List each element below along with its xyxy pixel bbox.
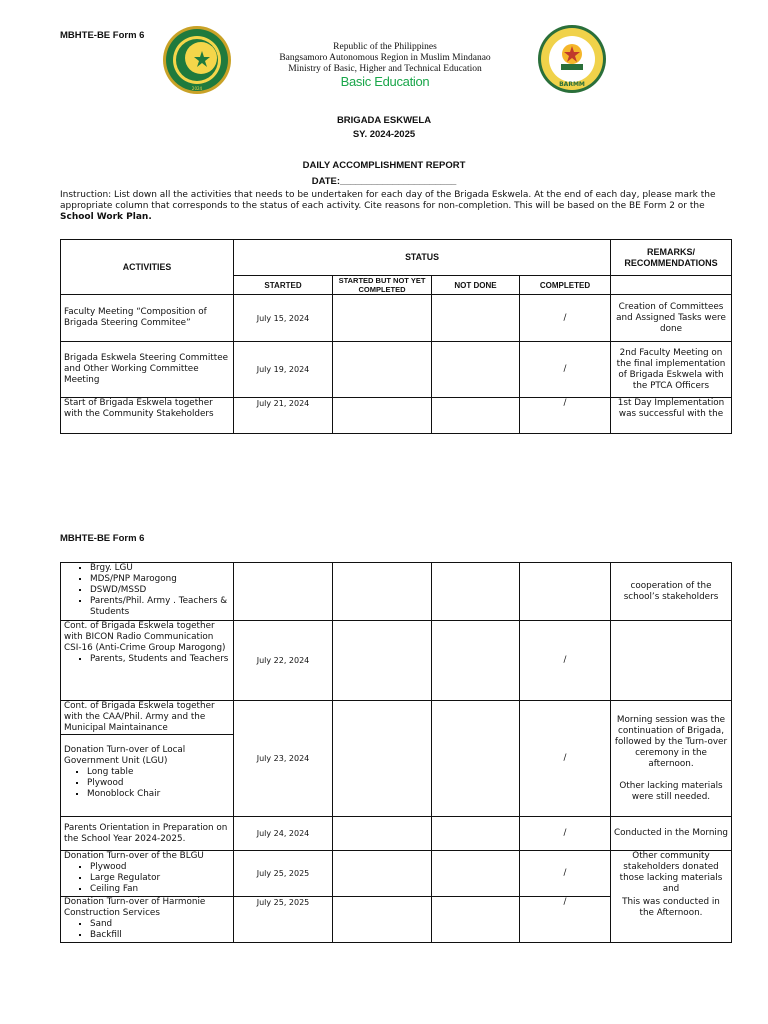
not-done-cell	[432, 851, 520, 897]
bullet-list	[64, 919, 230, 941]
table-row	[61, 701, 732, 817]
list-item: ▪ Parents/Phil. Army . Teachers & Students	[90, 596, 230, 618]
remarks-cell	[611, 701, 732, 817]
completed-header: COMPLETED	[520, 276, 611, 295]
table-row	[61, 295, 732, 342]
list-item: ▪ Large Regulator	[90, 873, 230, 884]
table-row	[61, 563, 732, 621]
bullet-list	[64, 563, 230, 618]
table-row	[61, 398, 732, 434]
not-done-cell	[432, 563, 520, 621]
list-item: ▪ Brgy. LGU	[90, 563, 230, 574]
activity-text: Cont. of Brigada Eskwela together with the CAA/Phil. Army and the Municipal Maintainance	[61, 701, 233, 735]
remarks-header: REMARKS/ RECOMMENDATIONS	[611, 240, 732, 276]
school-year: SY. 2024-2025	[352, 129, 416, 140]
started-date-cell: July 15, 2024	[234, 295, 333, 342]
remarks-cell: Conducted in the Morning	[611, 817, 732, 851]
remarks-text: Morning session was the continuation of Brigada, followed by the Turn-over ceremony in the afternoon.	[614, 714, 728, 769]
bullet-list	[64, 654, 230, 665]
bullet-list	[61, 767, 233, 800]
list-item: ▪ Ceiling Fan	[90, 884, 230, 895]
started-not-completed-cell	[333, 295, 432, 342]
started-date-cell: July 19, 2024	[234, 342, 333, 398]
activity-cell: Brigada Eskwela Steering Committee and Other Working Committee Meeting	[61, 342, 234, 398]
remarks-cell: 2nd Faculty Meeting on the final implementation of Brigada Eskwela with the PTCA Officers	[611, 342, 732, 398]
activity-cell	[61, 563, 234, 621]
started-not-completed-cell	[333, 398, 432, 434]
list-item: ▪ Sand	[90, 919, 230, 930]
not-done-header: NOT DONE	[432, 276, 520, 295]
form-label: MBHTE-BE Form 6	[60, 30, 145, 41]
table-row	[61, 342, 732, 398]
remarks-cell: This was conducted in the Afternoon.	[611, 897, 732, 943]
list-item: ▪ Parents, Students and Teachers	[90, 654, 230, 665]
remarks-cell: Other community stakeholders donated those lacking materials and	[611, 851, 732, 897]
activity-cell	[61, 897, 234, 943]
not-done-cell	[432, 621, 520, 701]
completed-cell	[520, 563, 611, 621]
list-item: ▪ Plywood	[90, 862, 230, 873]
list-item: ▪ Long table	[87, 767, 233, 778]
started-date-cell: July 22, 2024	[234, 621, 333, 701]
remarks-cell: Creation of Committees and Assigned Tasks were done	[611, 295, 732, 342]
activities-header: ACTIVITIES	[61, 240, 234, 295]
basic-education-label: Basic Education	[340, 74, 430, 89]
activity-cell	[61, 851, 234, 897]
completed-mark: /	[520, 851, 611, 897]
table-row	[61, 621, 732, 701]
started-date-cell: July 23, 2024	[234, 701, 333, 817]
bullet-list	[64, 862, 230, 895]
remarks-cell: cooperation of the school’s stakeholders	[611, 563, 732, 621]
started-not-completed-cell	[333, 563, 432, 621]
started-not-completed-header: STARTED BUT NOT YET COMPLETED	[333, 276, 432, 295]
header-line-3: Ministry of Basic, Higher and Technical Education	[288, 64, 482, 74]
not-done-cell	[432, 897, 520, 943]
table-row	[61, 851, 732, 897]
remarks-cell	[611, 621, 732, 701]
completed-mark: /	[520, 398, 611, 434]
started-not-completed-cell	[333, 621, 432, 701]
header-line-1: Republic of the Philippines	[333, 42, 437, 52]
activity-cell	[61, 701, 234, 817]
started-not-completed-cell	[333, 817, 432, 851]
not-done-cell	[432, 817, 520, 851]
report-title: DAILY ACCOMPLISHMENT REPORT	[302, 160, 466, 171]
not-done-cell	[432, 295, 520, 342]
activity-cell	[61, 621, 234, 701]
started-date-cell: July 24, 2024	[234, 817, 333, 851]
instruction-body: Instruction: List down all the activities that needs to be undertaken for each day of the Brigada Eskwela. At the end of each day, please mark the appropriate column that corresponds to the status of each activity. Cite reasons for non-completion. This will be based on the BE Form 2 or the	[60, 190, 716, 211]
started-not-completed-cell	[333, 851, 432, 897]
activity-text: Cont. of Brigada Eskwela together with BICON Radio Communication	[64, 621, 215, 642]
program-title: BRIGADA ESKWELA	[336, 115, 432, 126]
mbhte-seal-icon	[162, 25, 232, 95]
list-item: ▪ Backfill	[90, 930, 230, 941]
completed-mark: /	[520, 342, 611, 398]
instruction-bold-tail: School Work Plan.	[60, 212, 152, 222]
started-date-cell	[234, 563, 333, 621]
left-seal-text: 2024	[191, 86, 203, 91]
accomplishment-table-page1	[60, 239, 732, 434]
form-label-page2: MBHTE-BE Form 6	[60, 533, 145, 544]
not-done-cell	[432, 701, 520, 817]
activity-cell: Faculty Meeting “Composition of Brigada Steering Commitee”	[61, 295, 234, 342]
header-line-2: Bangsamoro Autonomous Region in Muslim Mindanao	[279, 53, 491, 63]
remarks-subheader-cell	[611, 276, 732, 295]
date-field: DATE:______________________	[311, 176, 457, 187]
completed-mark: /	[520, 897, 611, 943]
status-header: STATUS	[234, 240, 611, 276]
started-date-cell: July 25, 2025	[234, 897, 333, 943]
right-seal-text: BARMM	[559, 81, 585, 88]
completed-mark: /	[520, 621, 611, 701]
list-item: ▪ Plywood	[87, 778, 233, 789]
list-item: ▪ MDS/PNP Marogong	[90, 574, 230, 585]
accomplishment-table-page2	[60, 562, 732, 943]
activity-extra-text: CSI-16 (Anti-Crime Group Marogong)	[64, 643, 226, 653]
activity-cell: Start of Brigada Eskwela together with the Community Stakeholders	[61, 398, 234, 434]
activity-text: Donation Turn-over of the BLGU	[64, 851, 204, 861]
completed-mark: /	[520, 701, 611, 817]
completed-mark: /	[520, 817, 611, 851]
list-item: ▪ Monoblock Chair	[87, 789, 233, 800]
started-header: STARTED	[234, 276, 333, 295]
completed-mark: /	[520, 295, 611, 342]
started-date-cell: July 25, 2025	[234, 851, 333, 897]
instruction-text	[60, 190, 730, 223]
started-not-completed-cell	[333, 701, 432, 817]
started-not-completed-cell	[333, 897, 432, 943]
started-date-cell: July 21, 2024	[234, 398, 333, 434]
activity-text: Donation Turn-over of Harmonie Construction Services	[64, 897, 206, 918]
not-done-cell	[432, 398, 520, 434]
barmm-seal-icon	[537, 24, 607, 94]
activity-cell: Parents Orientation in Preparation on the School Year 2024-2025.	[61, 817, 234, 851]
list-item: ▪ DSWD/MSSD	[90, 585, 230, 596]
started-not-completed-cell	[333, 342, 432, 398]
table-row	[61, 817, 732, 851]
not-done-cell	[432, 342, 520, 398]
remarks-extra-text: Other lacking materials were still needed.	[619, 780, 723, 802]
activity-extra-text: Donation Turn-over of Local Government Unit (LGU)	[64, 745, 186, 766]
remarks-cell: 1st Day Implementation was successful with the	[611, 398, 732, 434]
table-row	[61, 897, 732, 943]
